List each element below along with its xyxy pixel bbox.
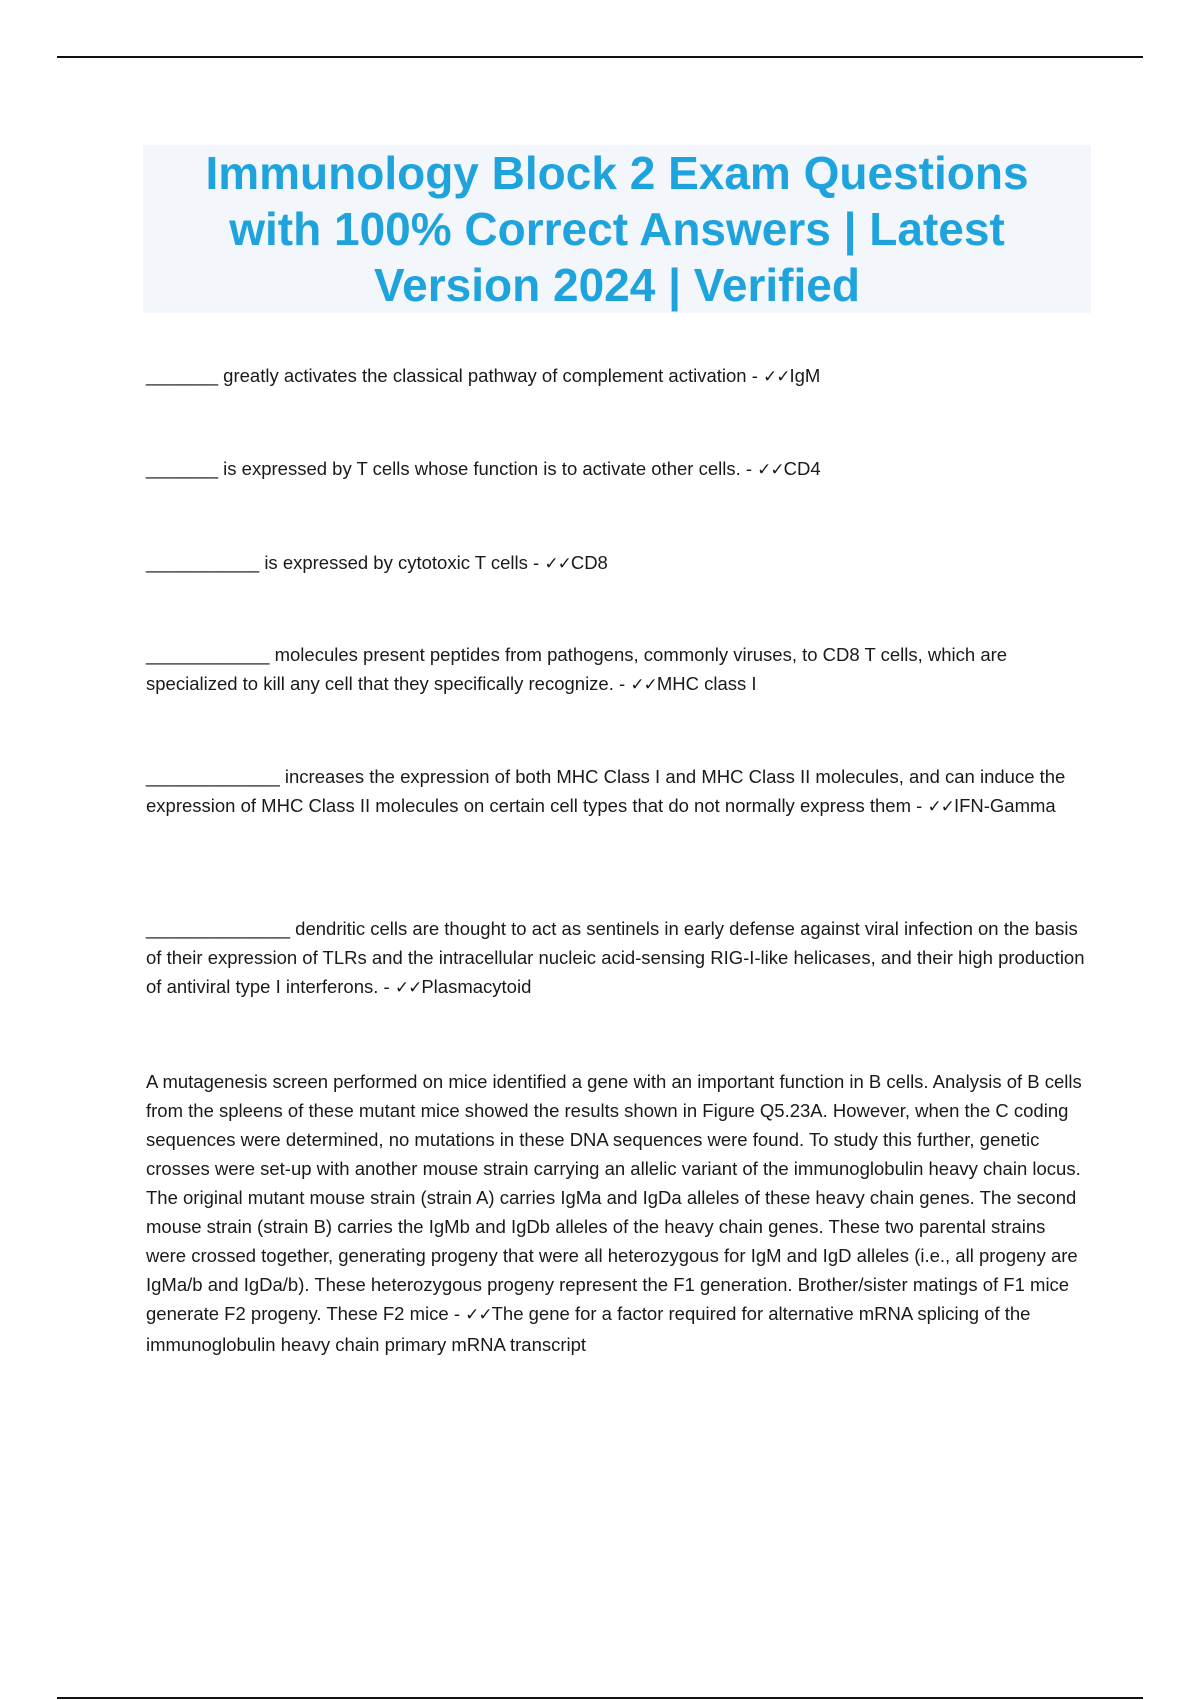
question-text: ____________ molecules present peptides from pathogens, commonly viruses, to CD8 T cells, which are specialized to kill any cell that they specifically recognize. - [146,644,1008,694]
qa-item-3 [146,548,1086,579]
check-icon: ✓✓ [465,1305,492,1325]
qa-item-1 [146,361,1086,392]
answer-text: CD4 [783,458,821,479]
check-icon: ✓✓ [544,554,571,574]
answer-text: The gene for a factor required for alternative mRNA splicing of the immunoglobulin heavy chain primary mRNA transcript [146,1303,1031,1355]
question-text: _____________ increases the expression of both MHC Class I and MHC Class II molecules, and can induce the expression of MHC Class II molecules on certain cell types that do not normally express them - [146,766,1066,816]
top-rule [57,56,1143,58]
check-icon: ✓✓ [757,460,784,480]
answer-text: MHC class I [656,673,757,694]
bottom-rule [57,1697,1143,1699]
document-title: Immunology Block 2 Exam Questions with 100% Correct Answers | Latest Version 2024 | Verified [205,147,1029,311]
question-text: ______________ dendritic cells are thought to act as sentinels in early defense against viral infection on the basis of their expression of TLRs and the intracellular nucleic acid-sensing RIG-I-like helicases, and their high production of antiviral type I interferons. - [146,918,1085,997]
check-icon: ✓✓ [763,367,790,387]
title-banner [143,145,1091,313]
check-icon: ✓✓ [630,675,657,695]
question-text: _______ is expressed by T cells whose function is to activate other cells. - [146,458,758,479]
answer-text: IFN-Gamma [953,795,1056,816]
answer-text: IgM [789,365,821,386]
answer-text: Plasmacytoid [421,976,532,997]
qa-item-2 [146,454,1086,485]
answer-text: CD8 [570,552,608,573]
question-text: A mutagenesis screen performed on mice identified a gene with an important function in B cells. Analysis of B cells from the spleens of these mutant mice showed the results shown in Figure Q5.23A. However, when the C coding sequences were determined, no mutations in these DNA sequences were found. To study this further, genetic crosses were set-up with another mouse strain carrying an allelic variant of the immunoglobulin heavy chain locus. The original mutant mouse strain (strain A) carries IgMa and IgDa alleles of these heavy chain genes. The second mouse strain (strain B) carries the IgMb and IgDb alleles of the heavy chain genes. These two parental strains were crossed together, generating progeny that were all heterozygous for IgM and IgD alleles (i.e., all progeny are IgMa/b and IgDa/b). These heterozygous progeny represent the F1 generation. Brother/sister matings of F1 mice generate F2 progeny. These F2 mice - [146,1071,1082,1324]
qa-item-4 [146,640,1086,700]
qa-item-5 [146,762,1086,822]
question-text: _______ greatly activates the classical pathway of complement activation - [146,365,763,386]
qa-item-6 [146,914,1086,1003]
question-text: ___________ is expressed by cytotoxic T cells - [146,552,545,573]
qa-item-7 [146,1067,1086,1359]
check-icon: ✓✓ [394,978,422,998]
check-icon: ✓✓ [927,797,954,817]
